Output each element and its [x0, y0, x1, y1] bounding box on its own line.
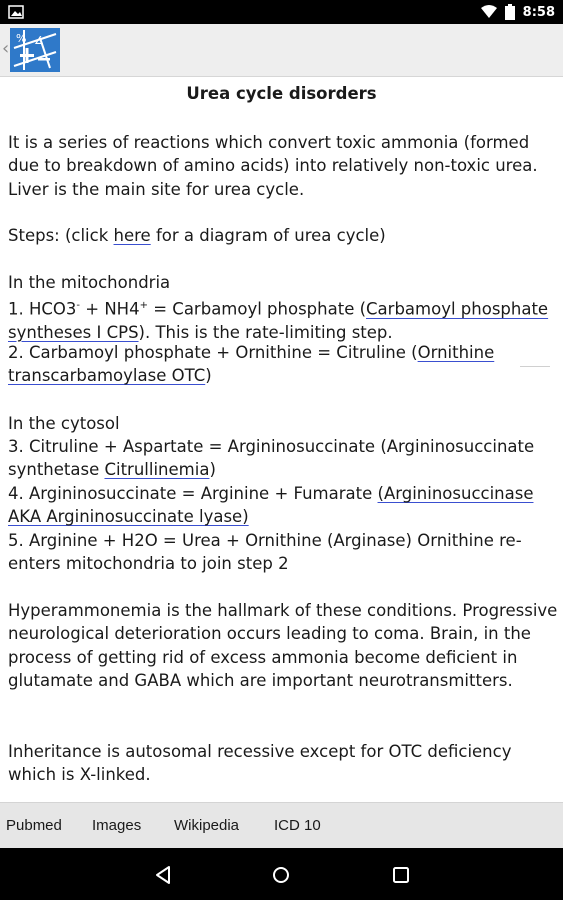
asl-link[interactable]: (Argininosuccinase AKA Argininosuccinate lyase) [8, 484, 534, 527]
app-logo-icon[interactable] [10, 28, 60, 72]
image-notification-icon [8, 4, 24, 20]
status-icons [481, 0, 555, 24]
inheritance-paragraph: Inheritance is autosomal recessive except for OTC deficiency which is X-linked. [8, 742, 512, 785]
nav-back-icon[interactable] [150, 862, 176, 888]
step-1-sup-plus: + [139, 300, 148, 311]
nav-home-icon[interactable] [268, 862, 294, 888]
svg-text:∠: ∠ [34, 34, 44, 47]
step-1-part-b: + NH4 [80, 299, 140, 319]
step-2-end: ) [205, 366, 212, 386]
intro-paragraph: It is a series of reactions which convert toxic ammonia (formed due to breakdown of amino acids) into relatively non-toxic urea. Liver is the main site for urea cycle. [8, 133, 538, 199]
bottom-tab-bar [0, 802, 563, 849]
cytosol-heading: In the cytosol [8, 414, 120, 433]
step-4 [8, 482, 558, 529]
diagram-link[interactable]: here [113, 226, 151, 245]
article-content [0, 76, 563, 802]
otc-link[interactable]: Ornithine transcarbamoylase OTC [8, 343, 495, 386]
steps-line [8, 224, 558, 247]
step-1-part-a: 1. HCO3 [8, 299, 77, 319]
app-bar [0, 24, 563, 77]
hyperammonemia-paragraph: Hyperammonemia is the hallmark of these conditions. Progressive neurological deterioration occurs leading to coma. Brain, in the process of getting rid of excess ammonia become deficient in glutamate and GABA which are important neurotransmitters. [8, 601, 558, 691]
wifi-icon [481, 5, 497, 19]
step-2-text: 2. Carbamoyl phosphate + Ornithine = Citruline ( [8, 343, 418, 362]
status-time: 8:58 [522, 4, 555, 20]
step-5: 5. Arginine + H2O = Urea + Ornithine (Arginase) Ornithine re-enters mitochondria to join step 2 [8, 531, 522, 574]
step-1 [8, 294, 558, 344]
step-2 [8, 341, 558, 388]
step-3-end: ) [209, 460, 216, 480]
system-nav-bar [0, 848, 563, 900]
divider-stub [520, 366, 550, 367]
status-bar [0, 0, 563, 24]
mitochondria-heading: In the mitochondria [8, 273, 171, 292]
step-4-text: 4. Argininosuccinate = Arginine + Fumarate [8, 484, 378, 503]
step-1-sup-minus: - [76, 300, 81, 311]
step-3-text: 3. Citruline + Aspartate = Argininosuccinate (Argininosuccinate synthetase [8, 437, 535, 480]
step-1-part-d: ). This is the rate-limiting step. [138, 322, 393, 342]
back-chevron-icon[interactable]: ‹ [2, 38, 10, 59]
steps-prefix: Steps: (click [8, 226, 114, 245]
tab-icd-10[interactable]: ICD 10 [274, 817, 321, 834]
citrullinemia-link[interactable]: Citrullinemia [104, 460, 210, 480]
cps-link[interactable]: Carbamoyl phosphate syntheses I CPS [8, 299, 549, 342]
battery-icon [505, 4, 515, 20]
nav-recents-icon[interactable] [388, 862, 414, 888]
step-3 [8, 435, 558, 482]
steps-suffix: for a diagram of urea cycle) [150, 226, 386, 245]
tab-pubmed[interactable]: Pubmed [6, 817, 62, 834]
tab-wikipedia[interactable]: Wikipedia [174, 817, 240, 834]
tab-images[interactable]: Images [92, 817, 142, 834]
step-1-part-c: = Carbamoyl phosphate ( [147, 299, 367, 319]
svg-text:%: % [16, 32, 27, 45]
page-title: Urea cycle disorders [186, 84, 377, 103]
